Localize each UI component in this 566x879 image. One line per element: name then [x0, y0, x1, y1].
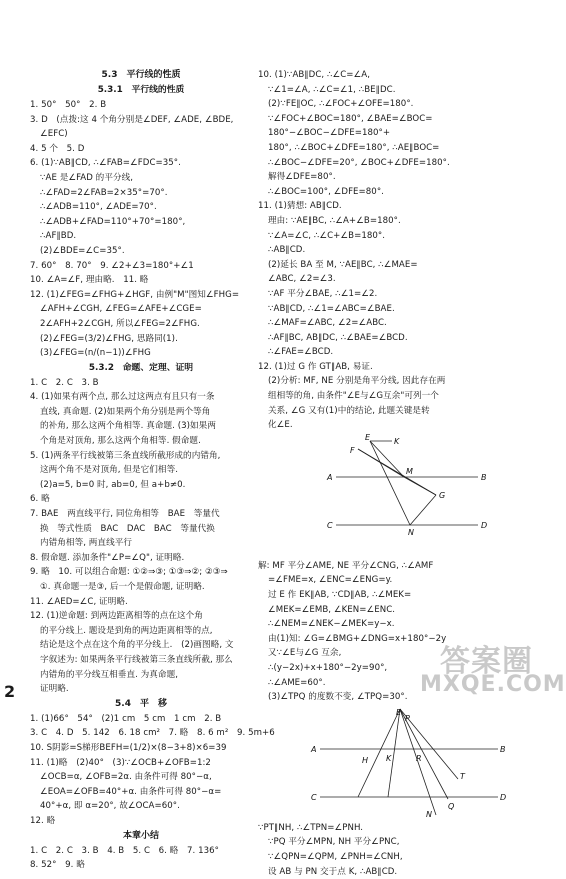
fig2-label-r: R: [416, 753, 422, 763]
section-title: 本章小结: [122, 830, 159, 841]
answer-line: 1. (1)66° 54° (2)1 cm 5 cm 1 cm 2. B: [30, 713, 222, 724]
answer-line: (2)∵FE∥OC, ∴∠FOC+∠OFE=180°.: [268, 99, 414, 110]
watermark-sub: MXQE.COM: [420, 672, 566, 697]
answer-line: ∴∠NEM=∠NEK−∠MEK=y−x.: [268, 619, 395, 630]
fig1-label-g: G: [439, 490, 446, 500]
answer-line: 组相等的角, 由条件"∠E与∠G互余"可列一个: [268, 391, 439, 402]
page-number: 2: [4, 682, 16, 701]
answer-line: ∴∠AME=60°.: [268, 677, 326, 688]
answer-line: 又∵∠E与∠G 互余,: [268, 648, 342, 659]
fig2-label-b: B: [500, 744, 506, 754]
answer-line: 字叙述为: 如果两条平行线被第三条直线所截, 那么: [40, 654, 233, 665]
answer-line: 6. 略: [30, 494, 50, 505]
answer-line: ∵PT∥NH, ∴∠TPN=∠PNH.: [258, 822, 364, 833]
answer-line: (3)∠FEG=(n/(n−1))∠FHG: [40, 348, 151, 359]
answer-line: ∵∠FOC+∠BOC=180°, ∠BAE=∠BOC=: [268, 113, 433, 124]
answer-line: 理由: ∵AE∥BC, ∴∠A+∠B=180°.: [268, 215, 401, 226]
answer-line: =∠FME=x, ∠ENC=∠ENG=y.: [268, 575, 393, 586]
answer-line: ∠OCB=α, ∠OFB=2α. 由条件可得 80°−α,: [40, 772, 212, 783]
answer-line: ∠AFH+∠CGH, ∠FEG=∠AFE+∠CGE=: [40, 304, 202, 315]
left-column: [30, 68, 275, 873]
answer-line: 12. (1)过 G 作 GT∥AB, 易证.: [258, 361, 373, 372]
answer-line: 这两个角不是对顶角, 但是它们相等.: [40, 465, 179, 476]
right-column: [258, 68, 518, 879]
answer-line: 个角是对顶角, 那么这两个角相等. 假命题.: [40, 436, 201, 447]
answer-line: ∠MEK=∠EMB, ∠KEN=∠ENC.: [268, 604, 396, 615]
section-subtitle: 5.3.2 命题、定理、证明: [88, 362, 194, 373]
line-ng: [410, 495, 436, 525]
answer-line: 11. (1)猜想: AB∥CD.: [258, 201, 342, 212]
section-subtitle: 5.3.1 平行线的性质: [97, 85, 185, 95]
fig2-label-h: H: [362, 755, 369, 765]
answer-line: 解得∠DFE=80°.: [268, 172, 336, 183]
figure-parallel-lines: [308, 707, 508, 819]
section-title: 5.3 平行线的性质: [101, 70, 181, 80]
answer-line: 解: MF 平分∠AME, NE 平分∠CNG, ∴∠AMF: [258, 560, 434, 571]
answer-line: 过 E 作 EK∥AB, ∵CD∥AB, ∴∠MEK=: [268, 590, 412, 601]
fig1-label-k: K: [394, 436, 400, 446]
fig2-label-k: K: [386, 753, 392, 763]
answer-line: ∵PQ 平分∠MPN, NH 平分∠PNC,: [268, 837, 400, 848]
answer-line: (2)∠FEG=(3/2)∠FHG, 思路同(1).: [40, 333, 178, 344]
answer-line: ∠ABC, ∠2=∠3.: [268, 274, 336, 285]
answer-line: 180°−∠BOC−∠DFE=180°+: [268, 128, 391, 139]
fig1-label-e: E: [365, 432, 371, 442]
answer-line: (3)∠TPQ 的度数不变, ∠TPQ=30°.: [268, 692, 408, 703]
answer-line: 内错角的平分线互相垂直. 为真命题,: [40, 669, 179, 680]
answer-line: 40°+α, 即 α=20°, 故∠OCA=60°.: [40, 801, 180, 812]
right-column-bottom: [258, 821, 518, 879]
answer-line: 4. 5 个 5. D: [30, 143, 85, 154]
answer-line: 由(1)知: ∠G=∠BMG+∠DNG=x+180°−2y: [268, 633, 447, 644]
answer-line: (2)∠BDE=∠C=35°.: [40, 245, 125, 256]
answer-line: ∴∠BOC−∠DFE=20°, ∠BOC+∠DFE=180°.: [268, 157, 450, 168]
answer-line: 10. S阴影=S梯形BEFH=(1/2)×(8−3+8)×6=39: [30, 742, 227, 753]
answer-line: ∴∠ADB=110°, ∠ADE=70°.: [40, 202, 157, 213]
answer-line: ∴∠MAF=∠ABC, ∠2=∠ABC.: [268, 318, 387, 329]
answer-line: 4. (1)如果有两个点, 那么过这两点有且只有一条: [30, 392, 215, 403]
answer-line: 9. 略 10. 可以组合命题: ①②⇒③; ①③⇒②; ②③⇒: [30, 567, 228, 578]
figure-angle-bisector: [318, 432, 498, 557]
watermark-main: 答案圈: [440, 644, 533, 679]
answer-line: 结论是这个点在这个角的平分线上. (2)画图略, 文: [40, 640, 234, 651]
fig1-label-m: M: [406, 466, 413, 476]
answer-line: 的补角, 那么这两个角相等. 真命题. (3)如果两: [40, 421, 216, 432]
fig1-label-n: N: [408, 527, 414, 537]
answer-line: ∵AF 平分∠BAE, ∴∠1=∠2.: [268, 288, 378, 299]
answer-line: ∴AB∥CD.: [268, 245, 306, 256]
answer-line: 1. C 2. C 3. B: [30, 377, 99, 388]
answer-line: 11. ∠AED=∠C, 证明略.: [30, 596, 128, 607]
answer-line: 2∠AFH+2∠CGH, 所以∠FEG=2∠FHG.: [40, 318, 200, 329]
answer-line: 5. (1)两条平行线被第三条直线所截形成的内错角,: [30, 450, 221, 461]
answer-line: 3. D (点拨:这 4 个角分别是∠DEF, ∠ADE, ∠BDE,: [30, 114, 234, 125]
answer-line: 7. BAE 两直线平行, 同位角相等 BAE 等量代: [30, 509, 220, 520]
answer-line: 12. (1)逆命题: 到两边距离相等的点在这个角: [30, 611, 203, 622]
answer-line: 设 AB 与 PN 交于点 K, ∴AB∥CD.: [268, 866, 398, 877]
answer-line: 6. (1)∵AB∥CD, ∴∠FAB=∠FDC=35°.: [30, 158, 181, 169]
fig1-label-c: C: [327, 520, 333, 530]
answer-line: 内错角相等, 两直线平行: [40, 538, 133, 549]
answer-line: (2)a=5, b=0 时, ab=0, 但 a+b≠0.: [40, 479, 186, 490]
answer-line: (2)分析: MF, NE 分别是角平分线, 因此存在两: [268, 376, 446, 387]
answer-line: 的平分线上. 题设是到角的两边距离相等的点,: [40, 625, 213, 636]
fig2-label-d: D: [500, 792, 507, 802]
answer-line: ∵∠1=∠A, ∴∠C=∠1, ∴BE∥DC.: [268, 84, 396, 95]
right-column-top: [258, 68, 518, 433]
answer-line: ∴∠BOC=100°, ∠DFE=80°.: [268, 186, 384, 197]
answer-line: ∵AE 是∠FAD 的平分线,: [40, 172, 134, 183]
answer-line: ∵AB∥CD, ∴∠1=∠ABC=∠BAE.: [268, 303, 395, 314]
fig2-label-n: N: [426, 809, 432, 819]
answer-line: ∴∠FAD=2∠FAB=2×35°=70°.: [40, 187, 168, 198]
fig2-label-e: E: [396, 707, 402, 717]
line-mg: [404, 477, 436, 495]
answer-line: ∴AF∥BC, AB∥DC, ∴∠BAE=∠BCD.: [268, 332, 408, 343]
fig2-label-c: C: [311, 792, 317, 802]
answer-line: ①. 真命题一是③, 后一个是假命题, 证明略.: [40, 582, 205, 592]
answer-line: 换 等式性质 BAC DAC BAC 等量代换: [40, 523, 215, 534]
answer-line: ∴∠ADB+∠FAD=110°+70°=180°,: [40, 216, 186, 227]
answer-line: 8. 52° 9. 略: [30, 860, 85, 871]
answer-line: ∴(y−2x)+x+180°−2y=90°,: [268, 663, 388, 673]
answer-line: 1. C 2. C 3. B 4. B 5. C 6. 略 7. 136°: [30, 845, 220, 856]
answer-line: 12. (1)∠FEG=∠FHG+∠HGF, 由例"M"图知∠FHG=: [30, 289, 240, 300]
answer-line: 10. (1)∵AB∥DC, ∴∠C=∠A,: [258, 70, 370, 80]
answer-line: 关系, ∠G 又有(1)中的结论, 此题关键是转: [268, 405, 430, 416]
fig2-label-q: Q: [448, 801, 455, 811]
answer-line: 直线, 真命题. (2)如果两个角分别是两个等角: [40, 406, 211, 417]
answer-line: ∴AF∥BD.: [40, 231, 77, 242]
fig1-label-d: D: [481, 520, 488, 530]
fig2-label-p: P: [405, 713, 410, 723]
answer-line: 10. ∠A=∠F, 理由略. 11. 略: [30, 275, 149, 286]
line-en: [370, 441, 410, 525]
answer-line: 证明略.: [40, 684, 69, 695]
answer-line: 180°, ∴∠BOC+∠DFE=180°, ∴AE∥BOC=: [268, 142, 440, 153]
fig2-label-t: T: [460, 771, 465, 781]
answer-line: 化∠E.: [268, 420, 293, 431]
answer-line: 8. 假命题. 添加条件"∠P=∠Q", 证明略.: [30, 552, 185, 563]
fig1-label-f: F: [350, 445, 355, 455]
answer-line: ∵∠A=∠C, ∴∠C+∠B=180°.: [268, 230, 386, 241]
answer-line: 1. 50° 50° 2. B: [30, 100, 107, 110]
answer-line: ∴∠FAE=∠BCD.: [268, 347, 334, 358]
answer-line: 11. (1)略 (2)40° (3)∵∠OCB+∠OFB=1:2: [30, 757, 211, 768]
answer-line: ∵∠QPN=∠QPM, ∠PNH=∠CNH,: [268, 851, 403, 862]
answer-line: (2)延长 BA 至 M, ∵AE∥BC, ∴∠MAE=: [268, 259, 418, 270]
answer-line: 12. 略: [30, 815, 56, 826]
fig2-label-a: A: [311, 744, 317, 754]
answer-line: 7. 60° 8. 70° 9. ∠2+∠3=180°+∠1: [30, 260, 194, 271]
fig1-label-b: B: [481, 472, 487, 482]
fig1-label-a: A: [327, 472, 333, 482]
answer-line: ∠EFC): [40, 129, 68, 140]
answer-line: 3. C 4. D 5. 142 6. 18 cm² 7. 略 8. 6 m² 9. 5m+6: [30, 728, 275, 739]
section-title: 5.4 平 移: [115, 698, 167, 709]
answer-line: ∠EOA=∠OFB=40°+α. 由条件可得 80°−α=: [40, 786, 222, 797]
